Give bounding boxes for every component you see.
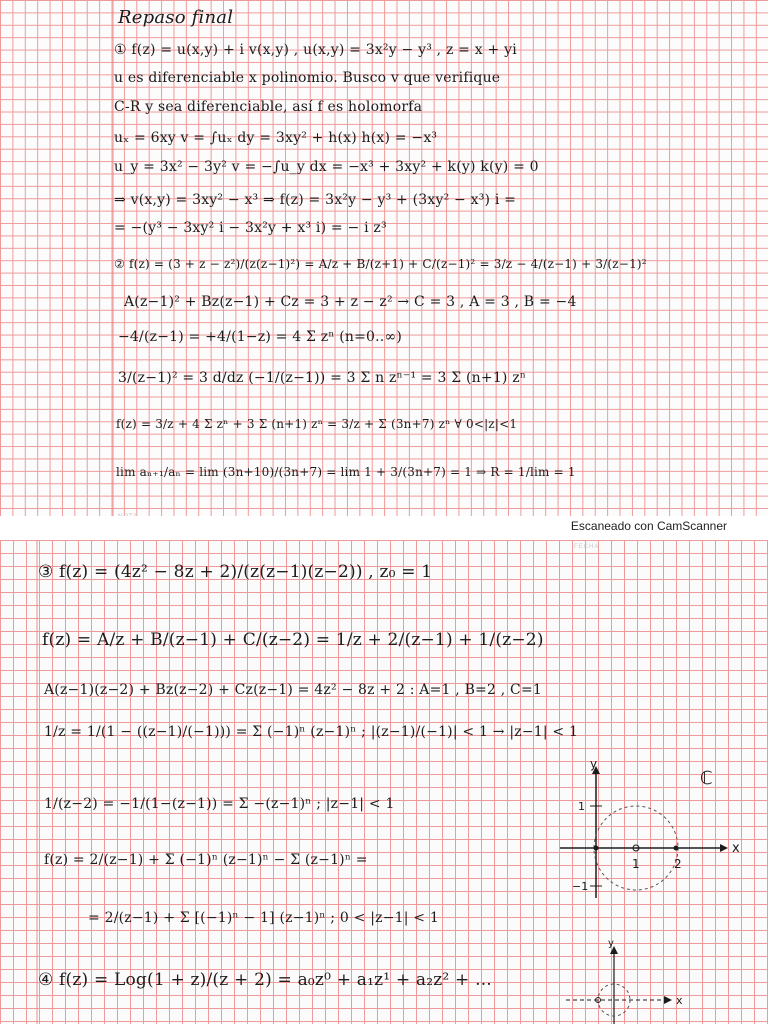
x-axis-label: x [732,841,740,856]
exercise-1-statement: ① f(z) = u(x,y) + i v(x,y) , u(x,y) = 3x²y − y³ , z = x + yi [114,42,517,58]
exercise-3-partial-fractions: f(z) = A/z + B/(z−1) + C/(z−2) = 1/z + 2/(z−1) + 1/(z−2) [42,630,544,650]
exercise-4-plot [560,938,700,1024]
exercise-1-derivation-line: u_y = 3x² − 3y² v = −∫u_y dx = −x³ + 3xy² + k(y) k(y) = 0 [114,159,539,175]
notebook-page-2 [0,540,768,1024]
exercise-1-result-line: ⇒ v(x,y) = 3xy² − x³ ⇒ f(z) = 3x²y − y³ + (3xy² − x³) i = [114,192,517,208]
tick-label-x-1: 1 [632,857,640,871]
exercise-3-statement: ③ f(z) = (4z² − 8z + 2)/(z(z−1)(z−2)) , z₀ = 1 [38,562,433,582]
date-label: FECHA [574,544,600,550]
y-axis-label: y [590,757,598,771]
tick-label-y-neg1: −1 [572,880,589,893]
pole-point [674,846,679,851]
exercise-1-result-line: = −(y³ − 3xy² i − 3x²y + x³ i) = − i z³ [114,220,387,236]
x-axis-arrow-icon [720,844,728,852]
exercise-3-series-line: 1/(z−2) = −1/(1−(z−1)) = Σ −(z−1)ⁿ ; |z−1| < 1 [44,796,395,812]
x-axis-arrow-icon [664,996,672,1004]
exercise-4-statement: ④ f(z) = Log(1 + z)/(z + 2) = a₀z⁰ + a₁z¹ + a₂z² + ... [38,970,492,990]
exercise-3-series-line: 1/z = 1/(1 − ((z−1)/(−1))) = Σ (−1)ⁿ (z−1)ⁿ ; |(z−1)/(−1)| < 1 → |z−1| < 1 [44,724,579,740]
scanner-watermark: Escaneado con CamScanner [570,519,727,533]
exercise-2-expansion: f(z) = 3/z + 4 Σ zⁿ + 3 Σ (n+1) zⁿ = 3/z + Σ (3n+7) zⁿ ∀ 0<|z|<1 [116,417,518,431]
convergence-disk-plot [560,758,760,908]
exercise-1-text-line: u es diferenciable x polinomio. Busco v que verifique [114,70,501,86]
complex-plane-symbol: ℂ [700,768,713,789]
tick-label-y-1: 1 [578,800,585,813]
page-title: Repaso final [118,7,234,28]
exercise-3-coefficients: A(z−1)(z−2) + Bz(z−2) + Cz(z−1) = 4z² − 8z + 2 : A=1 , B=2 , C=1 [44,682,542,698]
exercise-2-radius: lim aₙ₊₁/aₙ = lim (3n+10)/(3n+7) = lim 1 + 3/(3n+7) = 1 ⇒ R = 1/lim = 1 [116,465,576,479]
tick-label-x-2: 2 [674,857,682,871]
exercise-1-derivation-line: uₓ = 6xy v = ∫uₓ dy = 3xy² + h(x) h(x) = −x³ [114,130,438,146]
exercise-2-series-line: 3/(z−1)² = 3 d/dz (−1/(z−1)) = 3 Σ n zⁿ⁻¹ = 3 Σ (n+1) zⁿ [118,370,527,386]
exercise-3-sum-line: f(z) = 2/(z−1) + Σ (−1)ⁿ (z−1)ⁿ − Σ (z−1)ⁿ = [44,852,368,868]
origin-point [594,846,599,851]
exercise-3-result-line: = 2/(z−1) + Σ [(−1)ⁿ − 1] (z−1)ⁿ ; 0 < |z−1| < 1 [88,910,439,926]
exercise-1-text-line: C-R y sea diferenciable, así f es holomorfa [114,99,423,115]
page-margin [36,540,38,1024]
exercise-2-series-line: −4/(z−1) = +4/(1−z) = 4 Σ zⁿ (n=0..∞) [118,329,402,345]
y-axis-label: y [608,938,614,949]
exercise-2-coefficients: A(z−1)² + Bz(z−1) + Cz = 3 + z − z² → C = 3 , A = 3 , B = −4 [124,294,577,310]
exercise-2-statement: ② f(z) = (3 + z − z²)/(z(z−1)²) = A/z + B/(z+1) + C/(z−1)² = 3/z − 4/(z−1) + 3/(z−1)² [114,257,647,271]
x-axis-label: x [676,994,683,1007]
